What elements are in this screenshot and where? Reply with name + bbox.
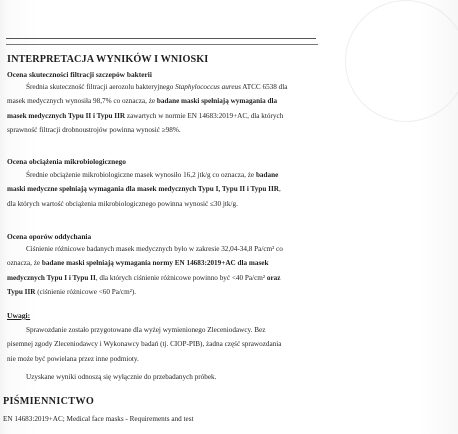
text-run: Średnia skuteczność filtracji aerozolu bakteryjnego bbox=[26, 83, 176, 91]
bold-run: maski medyczne spełniają wymagania dla masek medycznych Typu I, Typu II i Typu IIR bbox=[7, 185, 279, 194]
text-run: masek medycznych wynosiła 98,7% co oznacza, że bbox=[7, 97, 157, 106]
text-run: , dla których ciśnienie różnicowe powinno być <40 Pa/cm² bbox=[95, 273, 267, 282]
breathing-line-3 bbox=[7, 271, 319, 285]
text-run: oznacza, że bbox=[7, 259, 42, 268]
bioburden-line-2 bbox=[7, 182, 319, 196]
text-run: ATCC 6538 dla bbox=[240, 83, 288, 91]
breathing-line-4 bbox=[7, 285, 319, 299]
breathing-line-2 bbox=[7, 256, 319, 270]
bold-run: oraz bbox=[266, 273, 281, 282]
bfe-subheading: Ocena skuteczności filtracji szczepów bakterii bbox=[7, 70, 152, 79]
breathing-paragraph bbox=[7, 242, 319, 299]
bfe-line-4: sprawność filtracji drobnoustrojów powinna wynosić ≥98%. bbox=[7, 125, 181, 134]
bold-run: badane maski spełniają wymagania normy EN 14683:2019+AC dla masek bbox=[41, 259, 269, 268]
bold-run: medycznych Typu I i Typu II bbox=[7, 273, 96, 282]
bioburden-subheading: Ocena obciążenia mikrobiologicznego bbox=[7, 157, 126, 166]
text-run: zawartych w normie EN 14683:2019+AC, dla których bbox=[125, 111, 284, 120]
notes-line-1: Sprawozdanie zostało przygotowane dla wyżej wymienionego Zleceniodawcy. Bez bbox=[26, 326, 266, 334]
bibliography-item: EN 14683:2019+AC; Medical face masks - Requirements and test bbox=[3, 415, 194, 423]
watermark-seal bbox=[345, 0, 458, 122]
notes-line-4: Uzyskane wyniki odnoszą się wyłącznie do przebadanych próbek. bbox=[26, 372, 217, 381]
text-run: , bbox=[278, 185, 281, 194]
bold-run: badane maski spełniają wymagania dla bbox=[156, 97, 278, 106]
bfe-line-3 bbox=[7, 109, 319, 123]
bioburden-line-1 bbox=[7, 168, 319, 182]
bibliography-heading: PIŚMIENNICTWO bbox=[3, 396, 95, 407]
breathing-subheading: Ocena oporów oddychania bbox=[7, 232, 92, 241]
text-run: (ciśnienie różnicowe <60 Pa/cm²). bbox=[35, 287, 137, 296]
bfe-line-2 bbox=[7, 94, 319, 108]
text-run: Średnie obciążenie mikrobiologiczne masek wynosiło 16,2 jtk/g co oznacza, że bbox=[26, 171, 256, 179]
bfe-line-1 bbox=[7, 80, 319, 94]
section-heading: INTERPRETACJA WYNIKÓW I WNIOSKI bbox=[7, 54, 209, 65]
notes-line-3: nie może być powielana przez inne podmioty. bbox=[7, 354, 139, 363]
breathing-line-1: Ciśnienie różnicowe badanych masek medycznych było w zakresie 32,04-34,8 Pa/cm² co bbox=[26, 245, 283, 253]
species-name: Staphylococcus aureus bbox=[175, 83, 241, 91]
header-rule bbox=[6, 38, 316, 39]
notes-heading: Uwagi: bbox=[7, 311, 31, 320]
notes-line-2: pisemnej zgody Zleceniodawcy i Wykonawcy badań (tj. CIOP-PIB), żadna część sprawozdania bbox=[7, 340, 282, 349]
header-rule-secondary bbox=[6, 44, 318, 45]
notes-paragraph bbox=[7, 323, 319, 384]
bfe-paragraph bbox=[7, 80, 319, 137]
bold-run: badane bbox=[255, 171, 279, 179]
bioburden-paragraph bbox=[7, 168, 319, 211]
bold-run: masek medycznych Typu II i Typu IIR bbox=[7, 111, 126, 120]
bioburden-line-3: dla których wartość obciążenia mikrobiologicznego powinna wynosić ≤30 jtk/g. bbox=[7, 199, 238, 208]
bold-run: Typu IIR bbox=[7, 287, 36, 296]
